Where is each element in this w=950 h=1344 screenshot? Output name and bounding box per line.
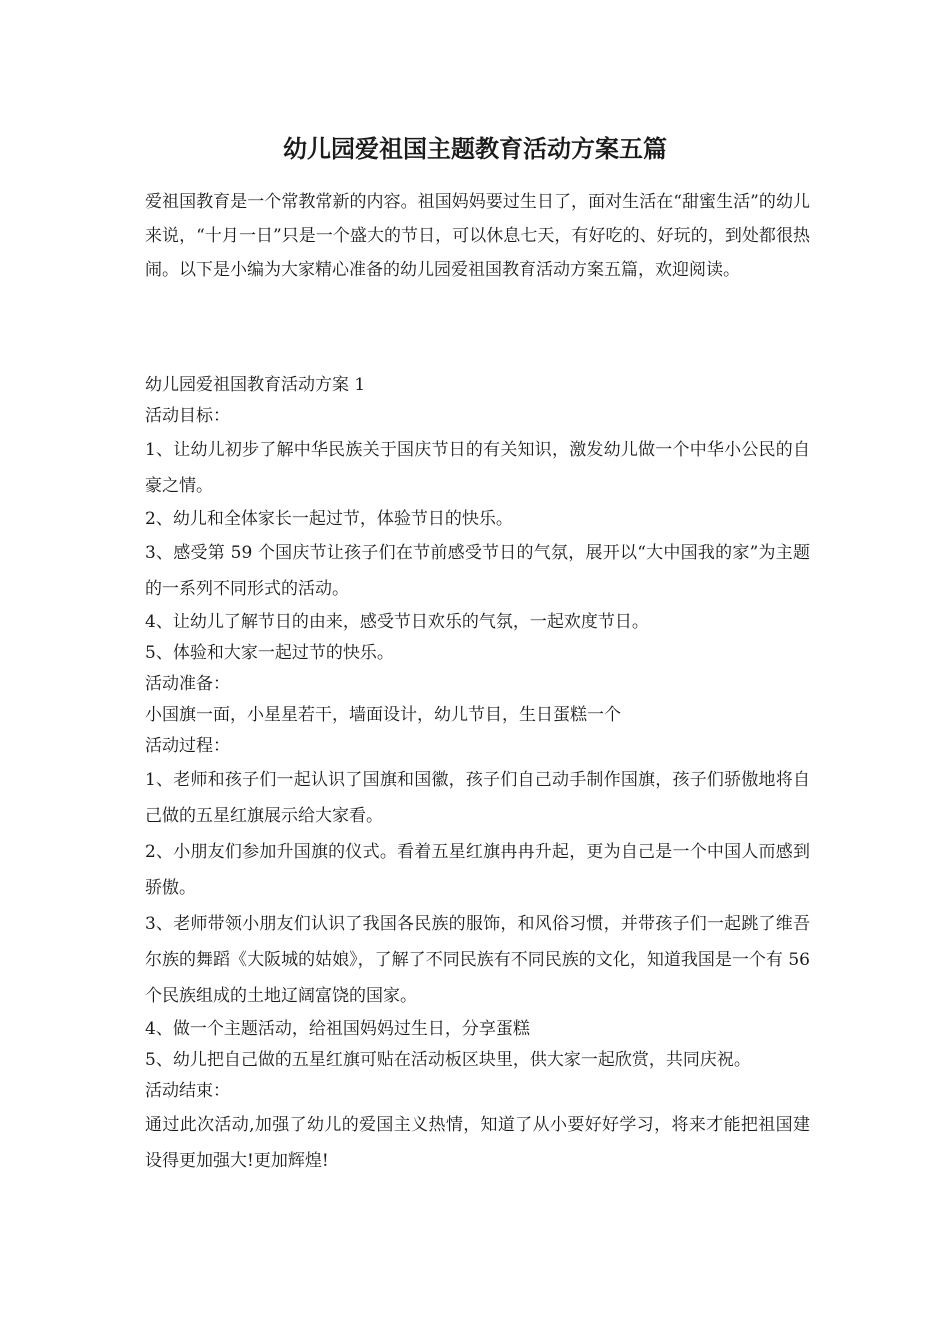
process-label: 活动过程：	[145, 736, 230, 756]
goal-item-5: 5、体验和大家一起过节的快乐。	[145, 643, 394, 663]
process-item-1: 1、老师和孩子们一起认识了国旗和国徽，孩子们自己动手制作国旗，孩子们骄傲地将自己做的五星红旗展示给大家看。	[145, 770, 810, 826]
process-item-2: 2、小朋友们参加升国旗的仪式。看着五星红旗冉冉升起，更为自己是一个中国人而感到骄傲。	[145, 842, 810, 898]
prep-text: 小国旗一面，小星星若干，墙面设计，幼儿节目，生日蛋糕一个	[145, 705, 621, 725]
section-heading: 幼儿园爱祖国教育活动方案 1	[145, 375, 366, 395]
goal-item-4: 4、让幼儿了解节日的由来，感受节日欢乐的气氛，一起欢度节日。	[145, 612, 649, 632]
end-text: 通过此次活动,加强了幼儿的爱国主义热情，知道了从小要好好学习，将来才能把祖国建设得更加强大!更加辉煌!	[145, 1115, 810, 1171]
document-title: 幼儿园爱祖国主题教育活动方案五篇	[283, 134, 667, 163]
process-item-5: 5、幼儿把自己做的五星红旗可贴在活动板区块里，供大家一起欣赏，共同庆祝。	[145, 1050, 751, 1070]
section-1	[145, 370, 810, 1179]
goal-item-3: 3、感受第 59 个国庆节让孩子们在节前感受节日的气氛，展开以“大中国我的家”为主题的一系列不同形式的活动。	[145, 543, 810, 599]
goal-item-2: 2、幼儿和全体家长一起过节，体验节日的快乐。	[145, 509, 513, 529]
prep-label: 活动准备：	[145, 674, 230, 694]
intro-paragraph: 爱祖国教育是一个常教常新的内容。祖国妈妈要过生日了，面对生活在“甜蜜生活”的幼儿来说，“十月一日”只是一个盛大的节日，可以休息七天，有好吃的、好玩的，到处都很热闹。以下是小编为大家精心准备的幼儿园爱祖国教育活动方案五篇，欢迎阅读。	[145, 192, 810, 280]
process-item-4: 4、做一个主题活动，给祖国妈妈过生日，分享蛋糕	[145, 1019, 530, 1039]
end-label: 活动结束：	[145, 1081, 230, 1101]
goal-item-1: 1、让幼儿初步了解中华民族关于国庆节日的有关知识，激发幼儿做一个中华小公民的自豪之情。	[145, 440, 810, 496]
process-item-3: 3、老师带领小朋友们认识了我国各民族的服饰，和风俗习惯，并带孩子们一起跳了维吾尔族的舞蹈《大阪城的姑娘》，了解了不同民族有不同民族的文化，知道我国是一个有 56 个民族组成的土地辽阔富饶的国家。	[145, 914, 810, 1006]
goals-label: 活动目标：	[145, 406, 230, 426]
